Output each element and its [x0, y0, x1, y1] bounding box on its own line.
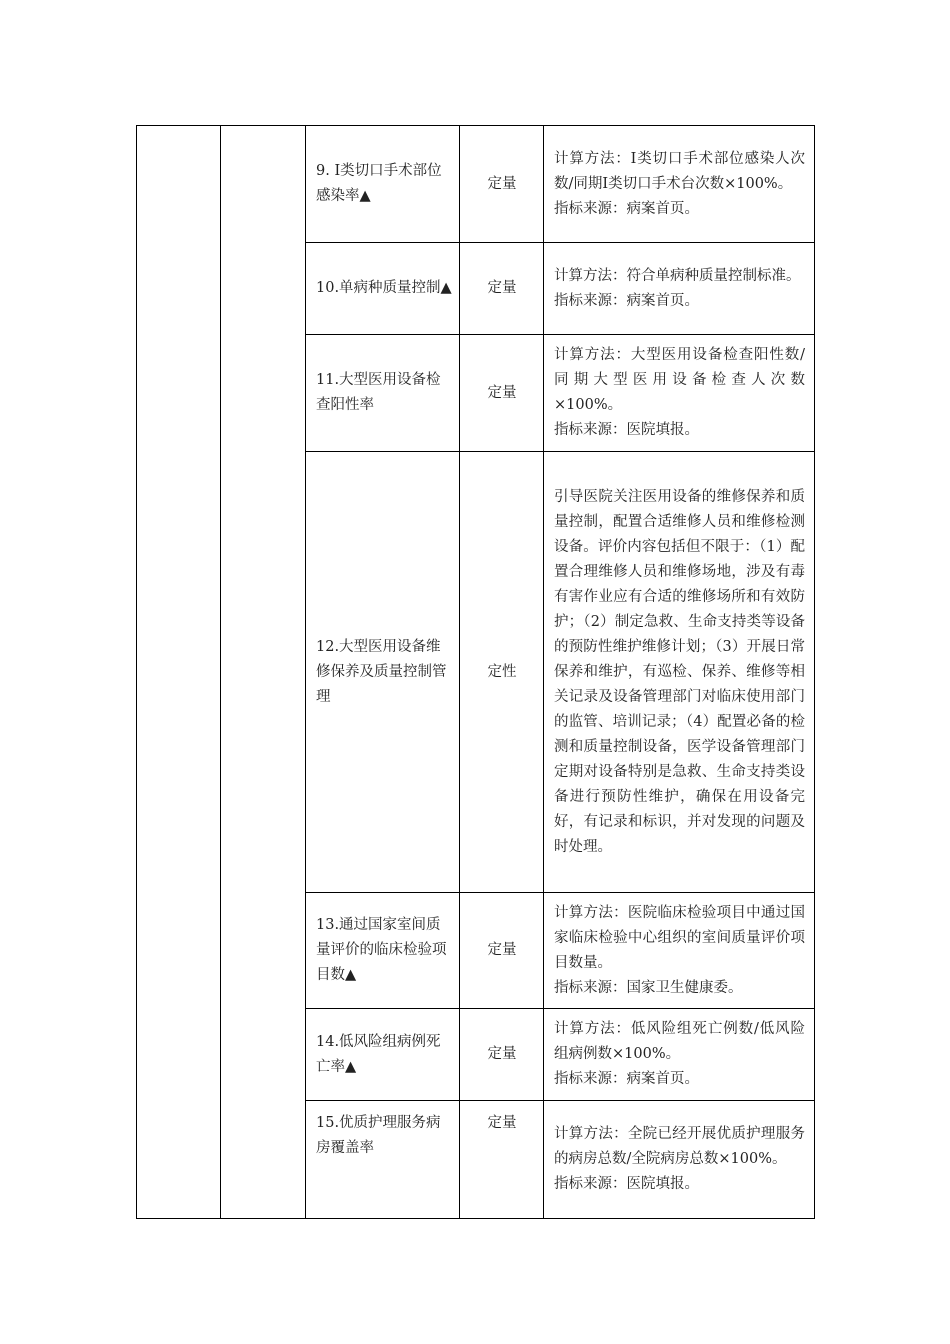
table-row-15-indicator — [307, 1111, 459, 1217]
calculation-method: 计算方法：大型医用设备检查阳性数/同期大型医用设备检查人次数×100%。 — [554, 347, 805, 413]
indicator-name: 10.单病种质量控制▲ — [316, 280, 452, 296]
table-row-14-type — [461, 1009, 543, 1100]
indicator-name: 13.通过国家室间质量评价的临床检验项目数▲ — [316, 917, 447, 983]
table-row-11-indicator — [307, 335, 459, 451]
table-row-10-indicator — [307, 243, 459, 334]
table-row-11-description — [545, 335, 813, 451]
table-row-9-description — [545, 126, 813, 242]
indicator-name: 11.大型医用设备检查阳性率 — [316, 372, 441, 413]
table-row-12-description — [545, 452, 813, 892]
table-row-15-description — [545, 1101, 813, 1218]
indicator-source: 指标来源：国家卫生健康委。 — [554, 979, 743, 996]
table-row-9-type — [461, 126, 543, 242]
indicator-type: 定量 — [487, 175, 517, 192]
column-divider-4 — [543, 125, 544, 1219]
indicator-name: 15.优质护理服务病房覆盖率 — [316, 1115, 441, 1156]
table-row-14-indicator — [307, 1009, 459, 1100]
table-row-13-description — [545, 893, 813, 1008]
indicator-name: 9. Ⅰ类切口手术部位感染率▲ — [316, 163, 442, 204]
indicator-type: 定量 — [487, 1115, 517, 1131]
table-row-12-type — [461, 452, 543, 892]
calculation-method: 计算方法：医院临床检验项目中通过国家临床检验中心组织的室间质量评价项目数量。 — [554, 904, 805, 971]
table-border-right — [814, 125, 815, 1219]
table-row-15-type — [461, 1111, 543, 1217]
table-row-13-type — [461, 893, 543, 1008]
indicator-type: 定量 — [487, 942, 517, 958]
column-divider-3 — [459, 125, 460, 1219]
indicator-type: 定量 — [487, 384, 517, 401]
column-divider-1 — [220, 125, 221, 1219]
indicator-name: 14.低风险组病例死亡率▲ — [316, 1033, 441, 1075]
calculation-method: 计算方法：全院已经开展优质护理服务的病房总数/全院病房总数×100%。 — [554, 1126, 805, 1167]
table-row-10-description — [545, 243, 813, 334]
calculation-method: 计算方法：符合单病种质量控制标准。 — [554, 267, 801, 284]
column-divider-2 — [305, 125, 306, 1219]
table-border-bottom — [136, 1218, 815, 1219]
indicator-source: 指标来源：病案首页。 — [554, 292, 699, 309]
table-row-14-description — [545, 1009, 813, 1100]
table-row-13-indicator — [307, 893, 459, 1008]
calculation-method: 计算方法：低风险组死亡例数/低风险组病例数×100%。 — [554, 1021, 805, 1062]
indicator-name: 12.大型医用设备维修保养及质量控制管理 — [316, 638, 447, 705]
indicator-type: 定量 — [487, 280, 517, 296]
calculation-method: 计算方法：Ⅰ类切口手术部位感染人次数/同期Ⅰ类切口手术台次数×100%。 — [554, 150, 805, 192]
indicator-source: 指标来源：医院填报。 — [554, 422, 699, 438]
table-row-12-indicator — [307, 452, 459, 892]
indicator-source: 指标来源：病案首页。 — [554, 200, 699, 217]
table-row-10-type — [461, 243, 543, 334]
indicator-type: 定性 — [487, 663, 517, 680]
evaluation-content: 引导医院关注医用设备的维修保养和质量控制，配置合适维修人员和维修检测设备。评价内容包括但不限于：（1）配置合理维修人员和维修场地，涉及有毒有害作业应有合适的维修场所和有效防护；（2）制定急救、生命支持类等设备的预防性维护维修计划；（3）开展日常保养和维护，有巡检、保养、维修等相关记录及设备管理部门对临床使用部门的监管、培训记录；（4）配置必备的检测和质量控制设备，医学设备管理部门定期对设备特别是急救、生命支持类设备进行预防性维护，确保在用设备完好，有记录和标识，并对发现的问题及时处理。 — [554, 488, 805, 855]
indicator-type: 定量 — [487, 1046, 517, 1062]
table-row-11-type — [461, 335, 543, 451]
indicator-source: 指标来源：病案首页。 — [554, 1071, 699, 1087]
indicator-source: 指标来源：医院填报。 — [554, 1176, 699, 1192]
table-border-left — [136, 125, 137, 1219]
table-row-9-indicator — [307, 126, 459, 242]
